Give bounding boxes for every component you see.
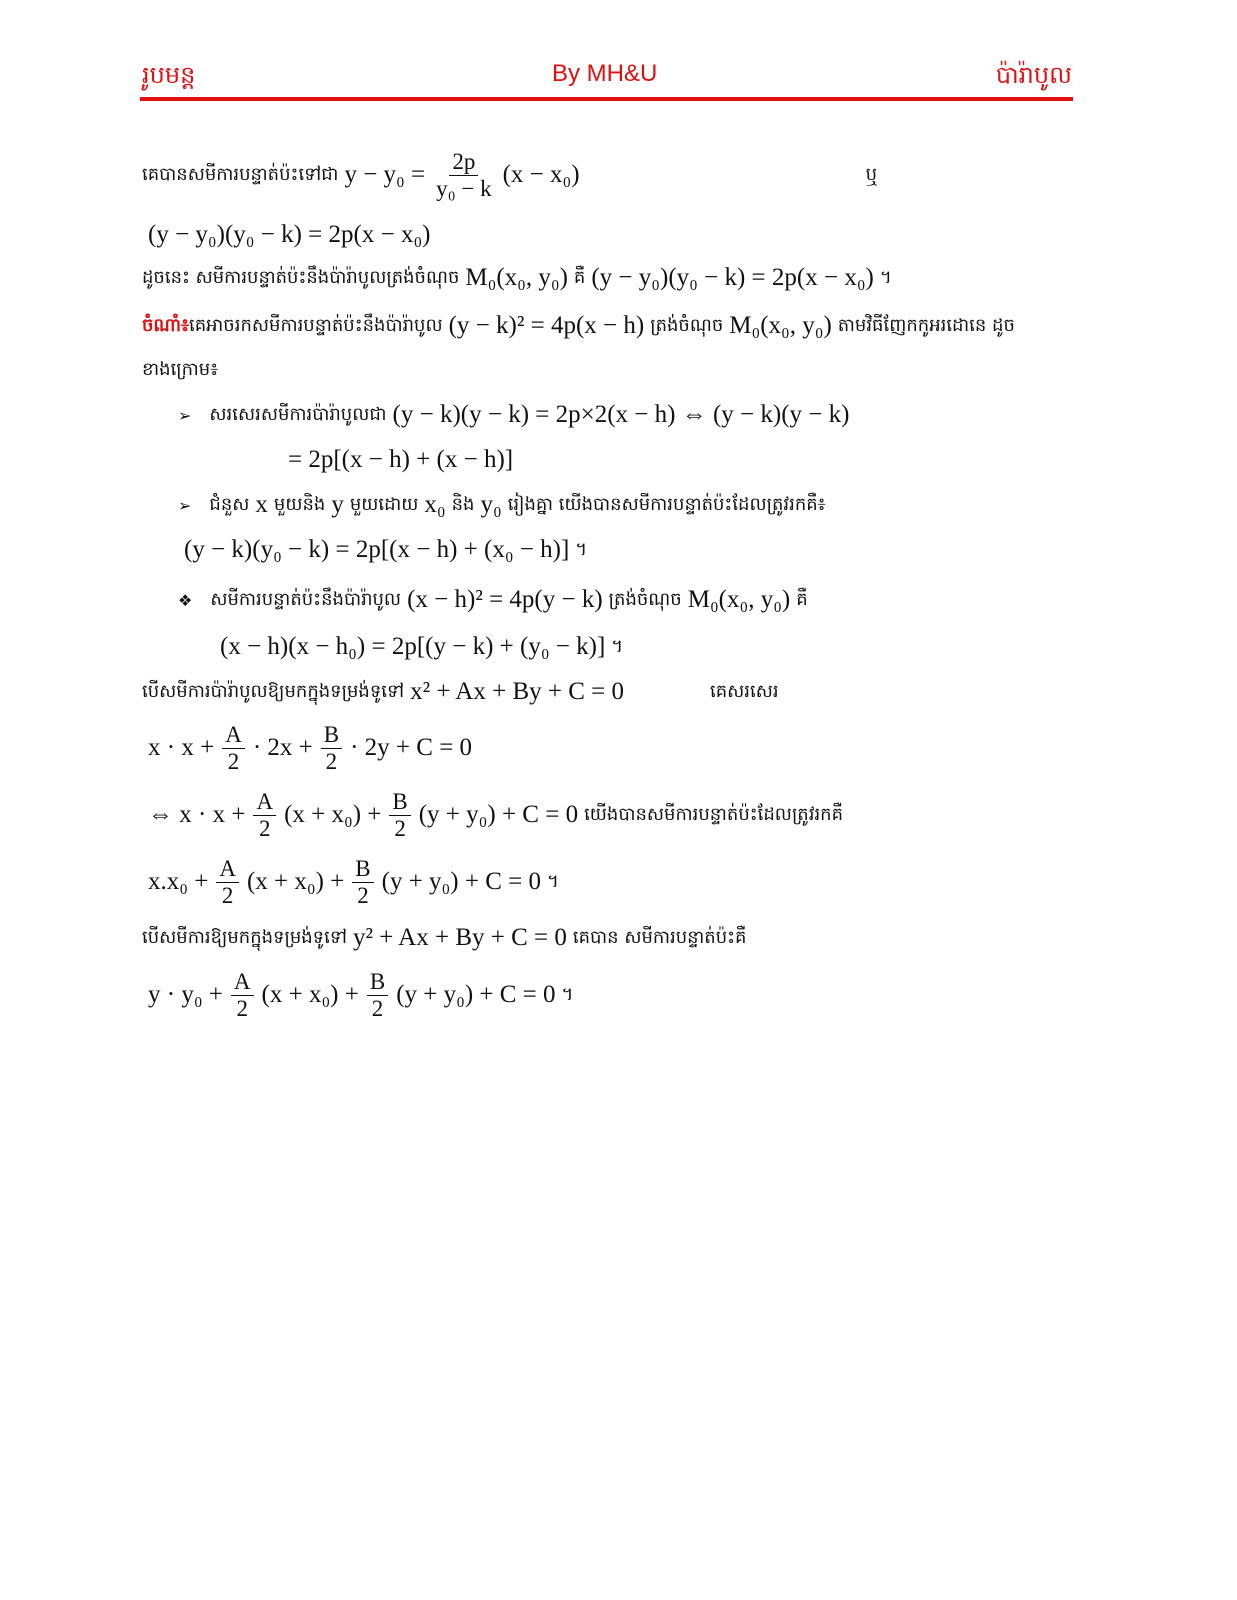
text-line (142, 348, 218, 392)
khmer-text: ជំនួស (209, 493, 250, 515)
khmer-text: ត្រង់ចំណុច (608, 588, 682, 610)
math-expression: (y − y₀)(y₀ − k) = 2p(x − x₀) (148, 221, 431, 248)
khmer-text: ត្រង់ចំណុច (650, 314, 724, 336)
math-expression: M₀(x₀, y₀) (729, 312, 832, 339)
bullet-icon: ➢ (178, 405, 192, 425)
header-divider (140, 97, 1073, 101)
khmer-text: ។ (879, 266, 892, 288)
math-expression: ⇔ x · x + (148, 801, 246, 828)
fraction-numerator: A (231, 969, 254, 996)
khmer-text: ។ (575, 538, 588, 560)
fraction (222, 722, 245, 775)
text-line (142, 213, 437, 257)
text-line (142, 855, 559, 908)
khmer-text: តាមវិធីញែកកូអរដោនេ ដូច (837, 314, 1015, 336)
fraction (321, 722, 342, 775)
fraction-denominator: 2 (357, 882, 369, 908)
khmer-text: ។ (561, 983, 574, 1005)
fraction (231, 969, 254, 1022)
math-expression: · 2y + C = 0 (350, 734, 473, 761)
khmer-text: និង (451, 493, 475, 515)
math-expression: (x − h)(x − h₀) = 2p[(y − k) + (y₀ − k)] (220, 633, 606, 660)
text-line (178, 528, 587, 572)
math-expression: (y − k)(y − k) = 2p×2(x − h) ⇔ (y − k)(y − k) (392, 401, 850, 428)
fraction (367, 969, 388, 1022)
fraction-denominator: 2 (394, 815, 406, 841)
text-line (142, 148, 878, 201)
math-expression: (x + x₀) + (261, 981, 359, 1008)
note-label: ចំណាំ៖ (142, 314, 190, 336)
text-line (142, 721, 478, 774)
fraction-numerator: B (352, 856, 373, 883)
math-expression: y₀ (480, 491, 502, 518)
math-expression: M₀(x₀, y₀) (687, 586, 791, 613)
math-expression: (x + x₀) + (246, 868, 345, 895)
fraction-denominator: 2 (371, 995, 384, 1021)
header-title-right: ប៉ារ៉ាបូល (995, 61, 1072, 89)
fraction-numerator: 2p (449, 149, 478, 176)
khmer-text: គេបាន សមីការបន្ទាត់ប៉ះគឺ (572, 926, 747, 948)
math-expression: y (331, 491, 344, 518)
khmer-text: គេអាចរកសមីការបន្ទាត់ប៉ះនឹងប៉ារ៉ាបូល (189, 314, 443, 336)
fraction-numerator: A (222, 722, 245, 749)
fraction-numerator: B (367, 969, 388, 996)
math-expression: M₀(x₀, y₀) (465, 264, 568, 291)
math-expression: (y − k)(y₀ − k) = 2p[(x − h) + (x₀ − h)] (184, 536, 570, 563)
math-expression: (y + y₀) + C = 0 (418, 801, 579, 828)
khmer-text: ខាងក្រោម៖ (142, 358, 219, 380)
math-expression: (x − x₀) (502, 161, 580, 188)
math-expression: · 2x + (252, 734, 313, 761)
text-line (178, 393, 855, 437)
fraction-denominator: 2 (227, 748, 240, 774)
math-expression: x² + Ax + By + C = 0 (410, 678, 625, 705)
header-author: By MH&U (552, 60, 658, 87)
fraction-denominator: 2 (325, 748, 338, 774)
math-expression: = 2p[(x − h) + (x − h)] (288, 446, 514, 473)
khmer-text: មួយដោយ (349, 493, 419, 515)
text-line (142, 788, 844, 841)
math-expression: (x − h)² = 4p(y − k) (407, 586, 603, 613)
khmer-text: ។ (546, 870, 559, 892)
fraction (433, 149, 495, 202)
fraction (389, 789, 410, 842)
text-line (178, 578, 808, 622)
fraction-denominator: 2 (236, 995, 248, 1021)
khmer-text: ។ (611, 635, 624, 657)
math-expression: y² + Ax + By + C = 0 (352, 924, 567, 951)
khmer-text: រៀងគ្នា យើងបានសមីការបន្ទាត់ប៉ះដែលត្រូវរកគឺ៖ (507, 493, 826, 515)
math-expression: x.x₀ + (148, 868, 209, 895)
khmer-text: គេបានសមីការបន្ទាត់ប៉ះទៅជា (142, 163, 339, 185)
text-line (282, 438, 519, 482)
text-line (214, 625, 623, 669)
khmer-text: បើសមីការឱ្យមកក្នុងទម្រង់ទូទៅ (142, 926, 347, 948)
math-expression: y · y₀ + (148, 981, 223, 1008)
khmer-text: គេសរសេរ (710, 680, 779, 702)
fraction (216, 856, 239, 909)
math-expression: (x + x₀) + (284, 801, 382, 828)
math-expression: (y − y₀)(y₀ − k) = 2p(x − x₀) (591, 264, 874, 291)
math-expression: x₀ (424, 491, 446, 518)
fraction-denominator: 2 (259, 815, 271, 841)
bullet-icon: ➢ (178, 495, 192, 515)
math-expression: y − y₀ = (344, 161, 426, 188)
fraction-denominator: y₀ − k (436, 175, 492, 201)
khmer-text: សមីការបន្ទាត់ប៉ះនឹងប៉ារ៉ាបូល (210, 588, 402, 610)
khmer-text: គឺ (573, 266, 586, 288)
khmer-text: ឬ (865, 163, 878, 185)
text-line (178, 483, 826, 527)
khmer-text: បើសមីការប៉ារ៉ាបូលឱ្យមកក្នុងទម្រង់ទូទៅ (142, 680, 405, 702)
fraction (352, 856, 373, 909)
text-line (142, 916, 746, 960)
math-expression: x (255, 491, 268, 518)
math-expression: x · x + (148, 734, 215, 761)
fraction-numerator: B (389, 789, 410, 816)
fraction-numerator: A (253, 789, 276, 816)
khmer-text: គឺ (796, 588, 808, 610)
text-line (142, 256, 892, 300)
khmer-text: យើងបានសមីការបន្ទាត់ប៉ះដែលត្រូវរកគឺ (584, 803, 844, 825)
khmer-text: សរសេរសមីការប៉ារ៉ាបូលជា (209, 403, 387, 425)
math-expression: (y + y₀) + C = 0 (396, 981, 556, 1008)
text-line (142, 670, 779, 714)
bullet-icon: ❖ (178, 590, 193, 610)
header-title-left: រូបមន្ត (142, 61, 196, 89)
fraction-numerator: A (216, 856, 239, 883)
text-line (142, 304, 1015, 348)
fraction-numerator: B (321, 722, 342, 749)
fraction (253, 789, 276, 842)
khmer-text: ដូចនេះ សមីការបន្ទាត់ប៉ះនឹងប៉ារ៉ាបូលត្រង់ចំណុច (142, 266, 460, 288)
math-expression: (y + y₀) + C = 0 (381, 868, 541, 895)
fraction-denominator: 2 (221, 882, 234, 908)
text-line (142, 968, 574, 1021)
math-expression: (y − k)² = 4p(x − h) (448, 312, 645, 339)
khmer-text: មួយនិង (273, 493, 326, 515)
